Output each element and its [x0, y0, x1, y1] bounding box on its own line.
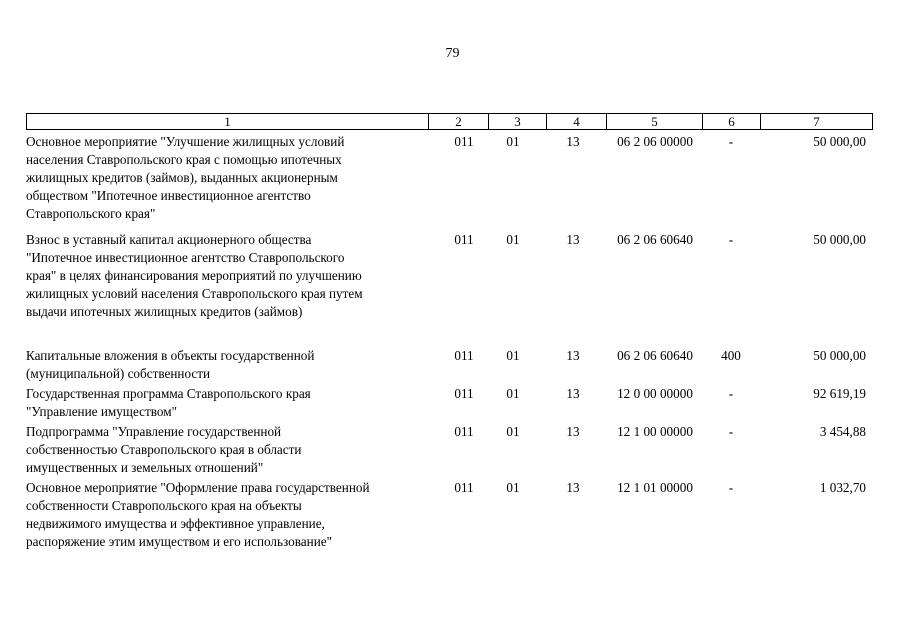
row-ministry-code: 011: [454, 134, 474, 149]
row-name-line: Основное мероприятие "Улучшение жилищных условий: [26, 134, 345, 149]
row-name-line: (муниципальной) собственности: [26, 366, 211, 381]
row-target-article: 06 2 06 00000: [617, 134, 693, 149]
row-ministry-code: 011: [454, 480, 474, 495]
page-number: 79: [445, 46, 460, 61]
row-ministry-code: 011: [454, 232, 474, 247]
column-header-7: 7: [761, 114, 873, 130]
table-row: [26, 231, 871, 321]
table-row: [26, 423, 871, 477]
column-header-2: 2: [429, 114, 489, 130]
row-subsection: 13: [566, 232, 580, 247]
row-name: [26, 479, 426, 551]
table-row: [26, 133, 871, 223]
row-name-line: "Ипотечное инвестиционное агентство Ставропольского: [26, 250, 345, 265]
row-name-line: Основное мероприятие "Оформление права государственной: [26, 480, 370, 495]
row-target-article: 12 1 00 00000: [617, 424, 693, 439]
row-name-line: выдачи ипотечных жилищных кредитов (займов): [26, 304, 303, 319]
row-subsection: 13: [566, 386, 580, 401]
row-name-line: Ставропольского края": [26, 206, 156, 221]
row-expense-type: 400: [721, 348, 741, 363]
row-name-line: "Управление имуществом": [26, 404, 177, 419]
row-expense-type: -: [728, 424, 734, 439]
column-header-3: 3: [489, 114, 547, 130]
row-expense-type: -: [728, 232, 734, 247]
row-amount: 1 032,70: [819, 480, 866, 495]
row-amount: 3 454,88: [819, 424, 866, 439]
row-section: 01: [506, 348, 520, 363]
row-name-line: жилищных условий населения Ставропольского края путем: [26, 286, 363, 301]
row-target-article: 12 0 00 00000: [617, 386, 693, 401]
row-amount: 50 000,00: [813, 134, 866, 149]
row-name-line: Капитальные вложения в объекты государственной: [26, 348, 315, 363]
column-header-6: 6: [703, 114, 761, 130]
row-name: [26, 133, 426, 223]
row-name: [26, 347, 426, 383]
table-body: [26, 133, 871, 551]
row-target-article: 12 1 01 00000: [617, 480, 693, 495]
row-name-line: Подпрограмма "Управление государственной: [26, 424, 282, 439]
row-name-line: населения Ставропольского края с помощью ипотечных: [26, 152, 342, 167]
table-row: [26, 479, 871, 551]
row-amount: 50 000,00: [813, 232, 866, 247]
row-expense-type: -: [728, 134, 734, 149]
column-header-row: [27, 114, 873, 130]
row-subsection: 13: [566, 424, 580, 439]
column-header-table: [26, 113, 873, 130]
column-header-5: 5: [607, 114, 703, 130]
row-name-line: края" в целях финансирования мероприятий по улучшению: [26, 268, 362, 283]
row-name-line: Государственная программа Ставропольского края: [26, 386, 311, 401]
row-name-line: имущественных и земельных отношений": [26, 460, 264, 475]
row-ministry-code: 011: [454, 348, 474, 363]
row-section: 01: [506, 480, 520, 495]
row-name-line: собственностью Ставропольского края в области: [26, 442, 302, 457]
row-name-line: Взнос в уставный капитал акционерного общества: [26, 232, 312, 247]
row-subsection: 13: [566, 348, 580, 363]
row-ministry-code: 011: [454, 386, 474, 401]
row-name-line: собственности Ставропольского края на объекты: [26, 498, 302, 513]
column-header-4: 4: [547, 114, 607, 130]
row-section: 01: [506, 134, 520, 149]
row-name: [26, 385, 426, 421]
row-section: 01: [506, 424, 520, 439]
row-name-line: обществом "Ипотечное инвестиционное агентство: [26, 188, 311, 203]
row-target-article: 06 2 06 60640: [617, 348, 693, 363]
row-section: 01: [506, 232, 520, 247]
row-expense-type: -: [728, 386, 734, 401]
row-subsection: 13: [566, 134, 580, 149]
column-header-1: 1: [27, 114, 429, 130]
row-target-article: 06 2 06 60640: [617, 232, 693, 247]
row-name-line: недвижимого имущества и эффективное управление,: [26, 516, 325, 531]
table-row: [26, 347, 871, 383]
row-subsection: 13: [566, 480, 580, 495]
row-name-line: распоряжение этим имуществом и его использование": [26, 534, 333, 549]
row-ministry-code: 011: [454, 424, 474, 439]
row-amount: 50 000,00: [813, 348, 866, 363]
row-name: [26, 231, 426, 321]
row-section: 01: [506, 386, 520, 401]
row-amount: 92 619,19: [813, 386, 866, 401]
row-name: [26, 423, 426, 477]
row-name-line: жилищных кредитов (займов), выданных акционерным: [26, 170, 338, 185]
table-row: [26, 385, 871, 421]
row-expense-type: -: [728, 480, 734, 495]
